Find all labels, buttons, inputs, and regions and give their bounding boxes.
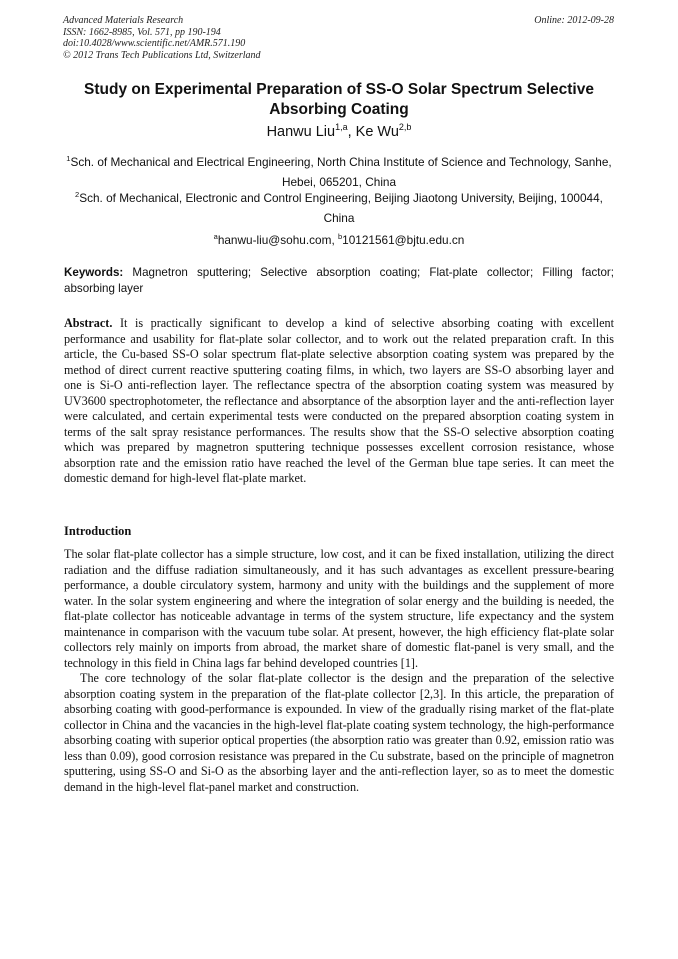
online-date: Online: 2012-09-28 [534, 15, 614, 26]
author-list: Hanwu Liu$^{1,a}$, Ke Wu$^{2,b}$ [266, 122, 412, 140]
paragraph: The core technology of the solar flat-plate collector is the design and the preparation of the selective absorption coating system in the preparation of the flat-plate collector [2,3]. In this article, the preparation of absorbing coating with good-performance is expounded. In view of the gradually rising market of the flat-plate collector in China and the vacancies in the high-level flat-plate coating system technology, the high-performance absorbing coating with superior optical properties (the absorption ratio was greater than 0.92, emission ratio was less than 0.09), good corrosion resistance was prepared in the Cu substrate, based on the principle of magnetron sputtering, using SS-O and Si-O as the absorbing layer and the anti-reflection layer, so as to meet the domestic demand in the high-level flat-panel market and construction. [64, 671, 614, 794]
paper-title: Study on Experimental Preparation of SS-O Solar Spectrum Selective Absorbing Coating [84, 81, 594, 118]
affiliation-text: Sch. of Mechanical and Electrical Engineering, North China Institute of Science and Technology, Sanhe, Hebei, 065201, China [70, 155, 612, 189]
publication-info [63, 15, 261, 61]
affiliation-sup: 2 [75, 190, 80, 200]
affiliation-2 [60, 188, 618, 228]
affiliation-1 [60, 152, 618, 192]
abstract-text: It is practically significant to develop a kind of selective absorbing coating with excellent performance and usability for flat-plate solar collector, and to work out the related preparation craft. In this article, the Cu-based SS-O solar spectrum flat-plate selective absorption coating system was prepared by the method of direct current reactive sputtering coating films, in which, two layers are SS-O absorbing layer and one is Si-O anti-reflection layer. The reflectance spectra of the absorption coating system was measured by UV3600 spectrophotometer, the reflectance and absorptance of the absorption layer and the anti-reflection layer were calculated, and certain experimental tests were conducted on the prepared absorption coating system in terms of the salt spray resistance performances. The results show that the SS-O selective absorption coating which was prepared by magnetron sputtering technique possesses excellent corrosion resistance, whose absorption rate and the emission ratio have reached the level of the German blue tape series. It can meet the domestic demand for high-level flat-plate market. [64, 316, 614, 485]
author-sup: 1,a [335, 122, 348, 133]
author-sup: 2,b [398, 122, 412, 133]
doi-line: doi:10.4028/www.scientific.net/AMR.571.190 [63, 38, 246, 49]
author-name: Ke Wu [355, 124, 399, 140]
copyright-line: © 2012 Trans Tech Publications Ltd, Switzerland [63, 49, 261, 61]
author-name: Hanwu Liu [266, 124, 336, 140]
abstract-label: Abstract. [64, 316, 113, 330]
affiliation-sup: 1 [66, 154, 71, 164]
keywords-label: Keywords: [64, 266, 124, 279]
affiliation-text: Sch. of Mechanical, Electronic and Control Engineering, Beijing Jiaotong University, Beijing, 100044, China [79, 191, 603, 225]
abstract-section [64, 316, 614, 487]
journal-name: Advanced Materials Research [63, 15, 184, 26]
keywords-section [64, 265, 614, 297]
introduction-body [64, 547, 614, 795]
issn-line: ISSN: 1662-8985, Vol. 571, pp 190-194 [63, 26, 221, 38]
email-link[interactable]: hanwu-liu@sohu.com [217, 233, 332, 247]
keywords-text: Magnetron sputtering; Selective absorption coating; Flat-plate collector; Filling factor; absorbing layer [64, 266, 614, 295]
paragraph: The solar flat-plate collector has a simple structure, low cost, and it can be fixed installation, utilizing the direct radiation and the diffuse radiation simultaneously, and it has such advantages as excellent pressure-bearing performance, a double circulatory system, harmony and unity with the buildings and the supplement of more water. In the solar system engineering and where the integration of solar energy and the building is needed, the flat-plate collector has noticeable advantage in terms of the system structure, life expectancy and the system maintenance in comparison with the vacuum tube solar. At present, however, the high efficiency flat-plate solar collectors rely mainly on imports from abroad, the market share of domestic flat-panel is very small, and the technology in this field in China lags far behind developed countries [1]. [64, 547, 614, 670]
email-link[interactable]: 10121561@bjtu.edu.cn [342, 233, 465, 247]
email-sup: a [213, 232, 218, 242]
section-heading: Introduction [64, 524, 132, 538]
email-sup: b [338, 232, 343, 242]
email-line: $^a$hanwu-liu@sohu.com, $^b$10121561@bjtu.edu.cn [213, 232, 465, 247]
